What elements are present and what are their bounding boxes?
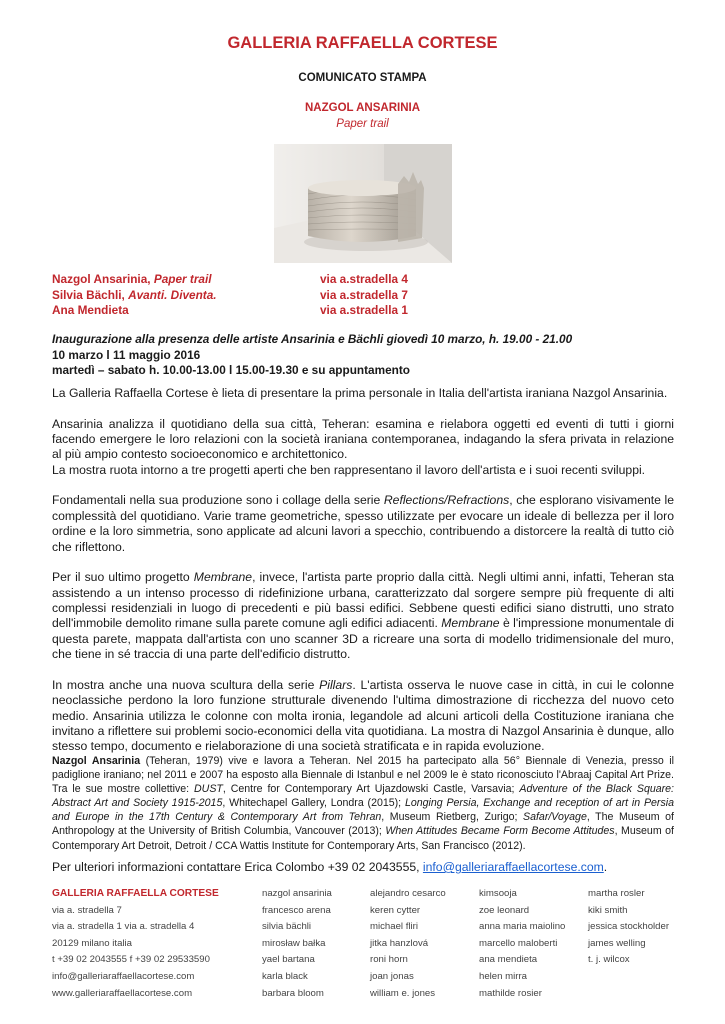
paragraph: La Galleria Raffaella Cortese è lieta di presentare la prima personale in Italia dell'artista iraniana Nazgol Ansarinia.: [52, 386, 668, 400]
footer-address: 20129 milano italia: [52, 937, 133, 949]
footer-artist: ana mendieta: [479, 954, 538, 966]
show-location: via a.stradella 4: [320, 272, 408, 286]
footer-artists-col3: [479, 886, 565, 1002]
paragraph-text: La mostra ruota intorno a tre progetti aperti che ben rappresentano il lavoro dell'artista e i suoi recenti sviluppi.: [52, 462, 646, 477]
paragraph-text: . L'artista osserva le nuove case in città, in cui le colonne neoclassiche perdono la loro funzione strutturale divenendo l'ultima dimostrazione di ricchezza del nuovo ceto medio. Ansarinia utilizza le colonne con molta ironia, legandole ad alcuni articoli della Costituzione iraniana che invitano a riflettere sui problemi socio-economici della vita quotidiana. La mostra di Nazgol Ansarinia è dunque, allo stesso tempo, documento e rielaborazione di una società stratificata e in rapida evoluzione.: [52, 677, 674, 754]
exhibition-title: Safar/Voyage: [523, 811, 587, 824]
artist-name: NAZGOL ANSARINIA: [305, 102, 420, 114]
footer-artists-col4: [588, 886, 669, 969]
footer-artist: joan jonas: [370, 970, 414, 982]
footer-artist: alejandro cesarco: [370, 888, 446, 899]
email-link[interactable]: info@galleriaraffaellacortese.com: [422, 860, 604, 874]
series-title: Reflections/Refractions: [383, 493, 510, 508]
footer-artist: keren cytter: [370, 904, 421, 916]
bio-text: (Teheran, 1979) vive e lavora a Teheran. Nel 2015 ha partecipato alla 56° Biennale di Venezia, presso il padiglione iraniano; nel 2011 e 2007 ha esposto alla Biennale di Istanbul e nel 2009 le è stato riconosciuto l'Abraaj Capital Art Prize. Tra le sue mostre collettive:: [52, 755, 674, 796]
show-row: [52, 272, 652, 288]
footer-address: via a. stradella 7: [52, 904, 122, 916]
bio-text: , Museum Rietberg, Zurigo;: [381, 811, 524, 824]
hours-line: martedì – sabato h. 10.00-13.00 l 15.00-19.30 e su appuntamento: [52, 363, 410, 377]
show-location: via a.stradella 1: [320, 303, 408, 317]
footer-artist: nazgol ansarinia: [262, 888, 332, 899]
show-artist: Ana Mendieta: [52, 303, 129, 317]
paragraph-text: Fondamentali nella sua produzione sono i collage della serie: [52, 493, 384, 508]
shows-list: [52, 272, 652, 319]
exhibition-title: When Attitudes Became Form Become Attitudes: [385, 825, 615, 838]
press-release-label: COMUNICATO STAMPA: [298, 72, 427, 84]
show-title: Avanti. Diventa.: [128, 287, 217, 302]
footer-artist: marcello maloberti: [479, 937, 558, 949]
footer-artist: zoe leonard: [479, 904, 530, 916]
paragraph: [52, 417, 674, 479]
bio-text: , The Museum of Anthropology at the University of British Columbia, Vancouver (2013);: [52, 811, 674, 838]
footer-gallery-name: GALLERIA RAFFAELLA CORTESE: [52, 888, 219, 899]
footer-artist: kiki smith: [588, 904, 628, 916]
footer-artist: karla black: [262, 970, 308, 982]
footer-artist: helen mirra: [479, 970, 527, 982]
exhibition-title: DUST: [194, 783, 223, 796]
footer-artist: anna maria maiolino: [479, 921, 566, 933]
project-title: Membrane: [441, 616, 500, 631]
paragraph-text: In mostra anche una nuova scultura della serie: [52, 677, 320, 692]
footer-website[interactable]: www.galleriaraffaellacortese.com: [52, 987, 193, 999]
bio-text: , Whitechapel Gallery, Londra (2015);: [222, 797, 405, 810]
gallery-title: GALLERIA RAFFAELLA CORTESE: [227, 34, 498, 52]
footer-gallery-info: [52, 886, 219, 1002]
show-row: [52, 303, 652, 319]
bio-text: , Museum of Contemporary Art Detroit, Detroit / CCA Wattis Institute for Contemporary Arts, San Francisco (2012).: [52, 825, 674, 852]
paragraph-text: è l'impressione monumentale di questa parete, mappata dall'artista con uno scanner 3D a ricreare una sorta di modello tridimensionale del muro, che tiene in sé traccia di una parte dell'edificio distrutto.: [52, 616, 674, 662]
project-title: Membrane: [193, 570, 253, 585]
footer-artist: michael fliri: [370, 921, 418, 933]
footer-artist: mirosław bałka: [262, 937, 326, 949]
contact-text: .: [603, 860, 608, 874]
show-title: Paper trail: [336, 118, 389, 130]
footer-artist: jitka hanzlová: [370, 937, 429, 949]
artist-bio: [52, 754, 674, 853]
footer-artists-col2: [370, 886, 446, 1002]
footer-artist: roni horn: [370, 954, 408, 966]
contact-text: Per ulteriori informazioni contattare Erica Colombo +39 02 2043555,: [52, 860, 423, 874]
footer-artist: martha rosler: [588, 888, 645, 899]
footer-phone: t +39 02 2043555 f +39 02 29533590: [52, 954, 210, 966]
series-title: Pillars: [319, 677, 353, 692]
opening-line: Inaugurazione alla presenza delle artiste Ansarinia e Bächli giovedì 10 marzo, h. 19.00 - 21.00: [52, 332, 573, 346]
press-text: [52, 386, 674, 770]
paragraph: [52, 493, 674, 555]
exhibition-info: [52, 332, 682, 379]
footer-artist: kimsooja: [479, 888, 517, 899]
footer-address: via a. stradella 1 via a. stradella 4: [52, 921, 195, 933]
footer-artist: t. j. wilcox: [588, 954, 630, 966]
footer-artist: barbara bloom: [262, 987, 324, 999]
show-title: Paper trail: [153, 272, 212, 286]
footer-artist: william e. jones: [370, 987, 436, 999]
exhibition-title: Longing Persia, Exchange and reception of art in Persia and Europe in the 17th Century & Contemporary Art from Tehran: [52, 797, 674, 824]
show-row: [52, 288, 652, 304]
show-artist: Silvia Bächli,: [52, 287, 129, 302]
paragraph: [52, 678, 674, 755]
paragraph: [52, 570, 674, 662]
contact-line: [52, 860, 692, 874]
bio-name: Nazgol Ansarinia: [52, 755, 141, 767]
dates-line: 10 marzo l 11 maggio 2016: [52, 347, 201, 362]
footer-artists-col1: [262, 886, 332, 1002]
show-location: via a.stradella 7: [320, 287, 408, 302]
footer-artist: james welling: [588, 937, 646, 949]
footer-email[interactable]: info@galleriaraffaellacortese.com: [52, 970, 195, 982]
exhibition-title: Adventure of the Black Square: Abstract Art and Society 1915-2015: [52, 783, 674, 810]
footer-artist: silvia bächli: [262, 921, 312, 933]
paragraph-text: , invece, l'artista parte proprio dalla città. Negli ultimi anni, infatti, Teheran sta assistendo a un intenso processo di ridefinizione urbana, caratterizzato dal sorgere sempre più frequente di alti complessi residenziali in luogo di precedenti e più bassi edifici. Sebbene questi edifici siano distrutti, uno strato dell'immobile demolito rimane sulla parete comune agli edifici adiacenti.: [52, 570, 674, 631]
show-artist: Nazgol Ansarinia,: [52, 272, 154, 286]
paragraph-text: Per il suo ultimo progetto: [52, 570, 194, 585]
footer-artist: jessica stockholder: [588, 921, 670, 933]
paragraph-text: Ansarinia analizza il quotidiano della sua città, Teheran: esamina e rielabora oggetti ed eventi di tutti i giorni facendo emergere le loro relazioni con la società iraniana contemporanea, indagando la sfera privata in relazione al più ampio contesto socioeconomico e architettonico.: [52, 416, 674, 462]
footer-artist: mathilde rosier: [479, 987, 542, 999]
bio-text: , Centre for Contemporary Art Ujazdowski Castle, Varsavia;: [222, 783, 520, 796]
footer-artist: yael bartana: [262, 954, 315, 966]
footer-artist: francesco arena: [262, 904, 331, 916]
paragraph-text: , che esplorano visivamente le complessità del quotidiano. Varie trame geometriche, spesso utilizzate per evocare un ideale di bellezza per il loro ordine e la loro simmetria, sono applicate ad alcuni lavori a specchio, contribuendo a distorcere la realtà di tutto ciò che riflettono.: [52, 493, 674, 554]
sculpture-photo: [274, 144, 452, 263]
